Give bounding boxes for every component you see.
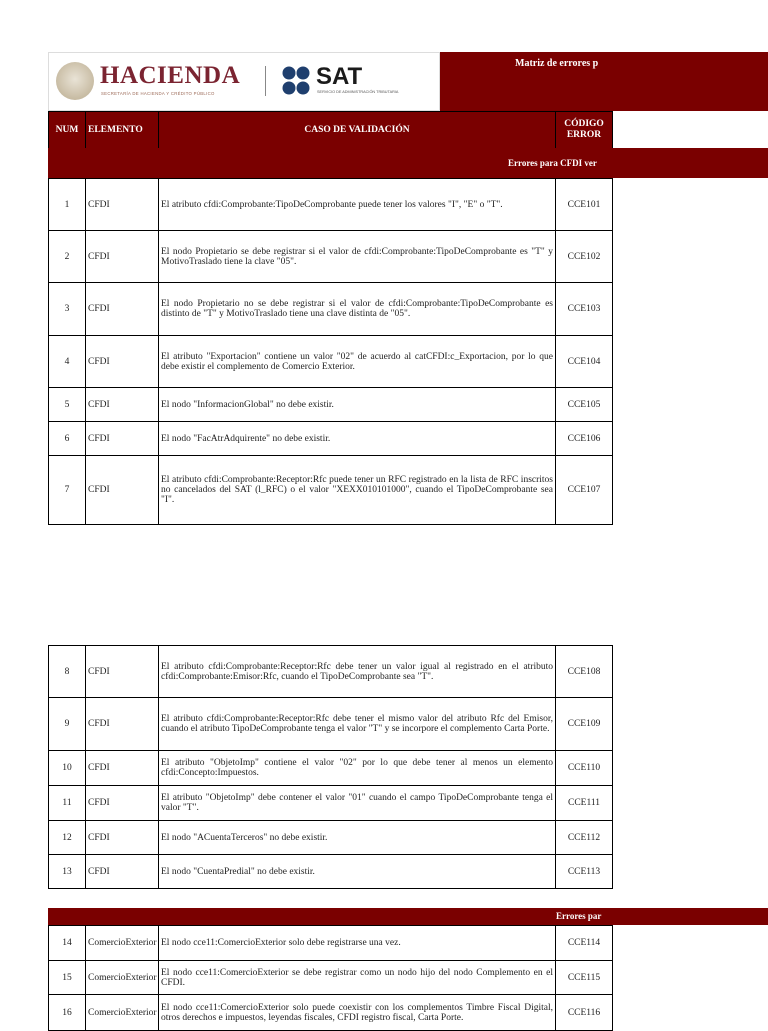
row-elemento: ComercioExterior [86,961,159,995]
section-title-comercio: Errores par [556,911,602,921]
row-caso-validacion: El atributo cfdi:Comprobante:Receptor:Rfc debe tener un valor igual al registrado en el atributo cfdi:Comprobante:Emisor:Rfc, cuando el TipoDeComprobante sea "T". [159,646,556,698]
row-caso-validacion: El nodo cce11:ComercioExterior se debe registrar como un nodo hijo del nodo Complemento en el CFDI. [159,961,556,995]
row-elemento: CFDI [86,855,159,889]
row-number: 2 [49,231,86,283]
row-number: 13 [49,855,86,889]
row-elemento: CFDI [86,336,159,388]
column-header [48,111,613,149]
row-codigo-error: CCE106 [556,422,613,456]
row-elemento: CFDI [86,388,159,422]
row-caso-validacion: El atributo cfdi:Comprobante:Receptor:Rfc debe tener el mismo valor del atributo Rfc del Emisor, cuando el atributo TipoDeComprobante tenga el valor "T" y se incorpore el complemento Carta Porte. [159,698,556,751]
row-caso-validacion: El nodo cce11:ComercioExterior solo debe registrarse una vez. [159,926,556,961]
row-elemento: CFDI [86,422,159,456]
mexico-seal-icon [56,62,94,100]
row-codigo-error: CCE111 [556,786,613,821]
row-caso-validacion: El nodo "CuentaPredial" no debe existir. [159,855,556,889]
col-caso: CASO DE VALIDACIÓN [159,112,556,149]
table-row [49,422,613,456]
row-codigo-error: CCE101 [556,179,613,231]
table-row [49,179,613,231]
row-number: 14 [49,926,86,961]
table-row [49,961,613,995]
row-codigo-error: CCE112 [556,821,613,855]
row-elemento: CFDI [86,179,159,231]
table-row [49,231,613,283]
row-elemento: CFDI [86,231,159,283]
table-row [49,786,613,821]
row-elemento: ComercioExterior [86,995,159,1031]
row-caso-validacion: El nodo cce11:ComercioExterior solo puede coexistir con los complementos Timbre Fiscal Digital, otros derechos e impuestos, leyendas fiscales, CFDI registro fiscal, Carta Porte. [159,995,556,1031]
error-table-c [48,925,613,1031]
row-number: 8 [49,646,86,698]
row-number: 3 [49,283,86,336]
row-caso-validacion: El atributo cfdi:Comprobante:TipoDeComprobante puede tener los valores "I", "E" o "T". [159,179,556,231]
sat-logo-icon [282,66,316,96]
col-num: NUM [49,112,86,149]
hacienda-subtitle: SECRETARÍA DE HACIENDA Y CRÉDITO PÚBLICO [101,91,215,96]
row-codigo-error: CCE114 [556,926,613,961]
table-row [49,821,613,855]
row-codigo-error: CCE113 [556,855,613,889]
row-elemento: CFDI [86,456,159,525]
row-elemento: CFDI [86,283,159,336]
table-row [49,751,613,786]
col-codigo: CÓDIGO ERROR [556,112,613,149]
section-title-cfdi: Errores para CFDI ver [508,158,597,168]
row-number: 4 [49,336,86,388]
row-caso-validacion: El nodo "FacAtrAdquirente" no debe existir. [159,422,556,456]
row-caso-validacion: El atributo "Exportacion" contiene un valor "02" de acuerdo al catCFDI:c_Exportacion, por lo que debe existir el complemento de Comercio Exterior. [159,336,556,388]
row-codigo-error: CCE102 [556,231,613,283]
row-codigo-error: CCE103 [556,283,613,336]
error-table-a [48,178,613,525]
error-table-b [48,645,613,889]
row-caso-validacion: El nodo Propietario no se debe registrar si el valor de cfdi:Comprobante:TipoDeComprobante es distinto de "T" y MotivoTraslado tiene una clave distinta de "05". [159,283,556,336]
row-caso-validacion: El atributo "ObjetoImp" debe contener el valor "01" cuando el campo TipoDeComprobante tenga el valor "T". [159,786,556,821]
row-number: 6 [49,422,86,456]
row-caso-validacion: El nodo "InformacionGlobal" no debe existir. [159,388,556,422]
table-row [49,698,613,751]
table-row [49,855,613,889]
row-elemento: CFDI [86,751,159,786]
row-codigo-error: CCE107 [556,456,613,525]
table-row [49,336,613,388]
sat-logo: SAT [316,63,363,90]
row-number: 1 [49,179,86,231]
document-title: Matriz de errores p [515,58,599,69]
table-row [49,646,613,698]
row-codigo-error: CCE110 [556,751,613,786]
row-number: 16 [49,995,86,1031]
logo-divider [265,66,266,96]
row-elemento: CFDI [86,698,159,751]
row-number: 7 [49,456,86,525]
row-caso-validacion: El atributo cfdi:Comprobante:Receptor:Rfc puede tener un RFC registrado en la lista de RFC inscritos no cancelados del SAT (l_RFC) o el valor "XEXX010101000", cuando el TipoDeComprobante sea "I". [159,456,556,525]
table-row [49,995,613,1031]
row-caso-validacion: El atributo "ObjetoImp" contiene el valor "02" por lo que debe tener al menos un elemento cfdi:Concepto:Impuestos. [159,751,556,786]
row-number: 12 [49,821,86,855]
row-codigo-error: CCE115 [556,961,613,995]
row-elemento: CFDI [86,786,159,821]
table-row [49,926,613,961]
row-number: 15 [49,961,86,995]
row-caso-validacion: El nodo "ACuentaTerceros" no debe existir. [159,821,556,855]
header-band [440,52,768,111]
row-number: 11 [49,786,86,821]
table-row [49,283,613,336]
row-codigo-error: CCE105 [556,388,613,422]
sat-subtitle: SERVICIO DE ADMINISTRACIÓN TRIBUTARIA [317,90,399,94]
row-number: 5 [49,388,86,422]
row-codigo-error: CCE108 [556,646,613,698]
row-caso-validacion: El nodo Propietario se debe registrar si el valor de cfdi:Comprobante:TipoDeComprobante es "T" y MotivoTraslado tiene la clave "05". [159,231,556,283]
table-row [49,388,613,422]
hacienda-logo: HACIENDA [100,62,241,89]
row-elemento: CFDI [86,821,159,855]
row-number: 9 [49,698,86,751]
section-bar-comercio [48,908,768,925]
row-codigo-error: CCE104 [556,336,613,388]
row-codigo-error: CCE116 [556,995,613,1031]
row-elemento: CFDI [86,646,159,698]
section-bar-cfdi [48,148,768,178]
table-row [49,456,613,525]
col-elemento: ELEMENTO [86,112,159,149]
row-number: 10 [49,751,86,786]
row-elemento: ComercioExterior [86,926,159,961]
row-codigo-error: CCE109 [556,698,613,751]
